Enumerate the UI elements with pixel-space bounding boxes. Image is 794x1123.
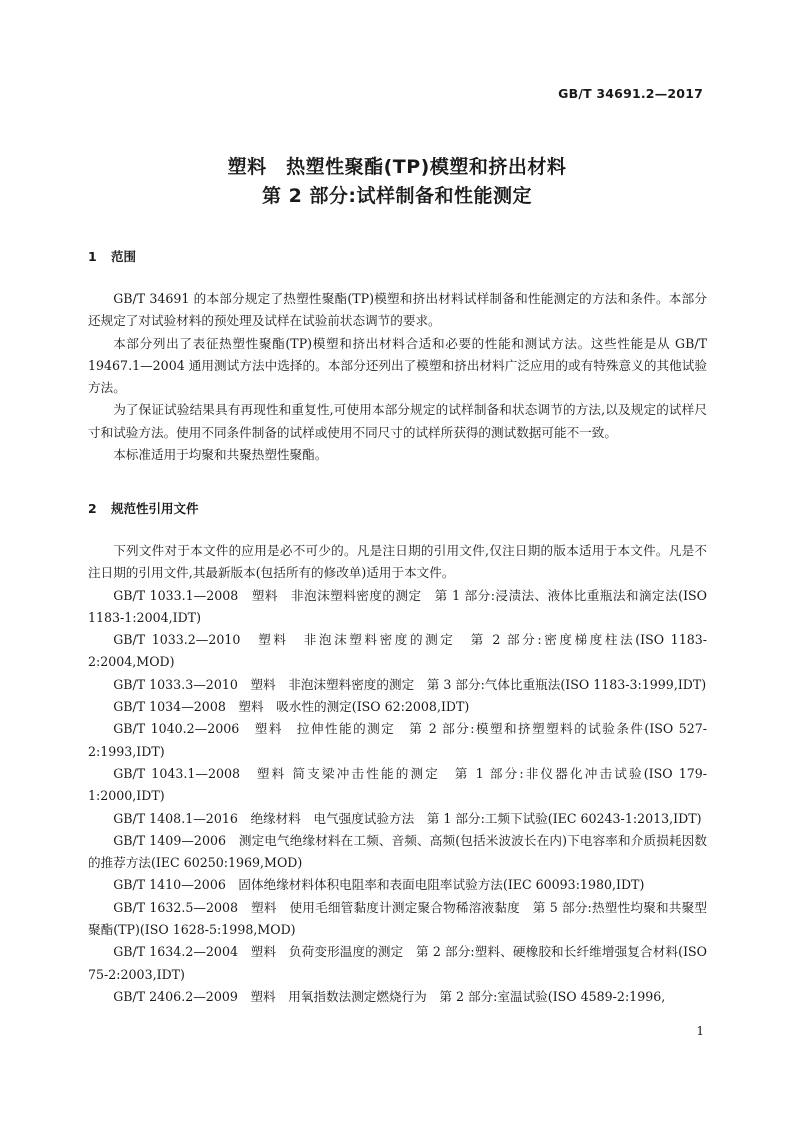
reference-entry: GB/T 1409—2006 测定电气绝缘材料在工频、音频、高频(包括米波波长在内)下电容率和介质损耗因数的推荐方法(IEC 60250:1969,MOD) [88,832,707,871]
reference-entry: GB/T 2406.2—2009 塑料 用氧指数法测定燃烧行为 第 2 部分:室温试验(ISO 4589-2:1996, [113,988,666,1004]
page-number: 1 [696,1024,704,1038]
paragraph: GB/T 34691 的本部分规定了热塑性聚酯(TP)模塑和挤出材料试样制备和性能测定的方法和条件。本部分还规定了对试验材料的预处理及试样在试验前状态调节的要求。 [88,291,707,329]
section-1-title: 范围 [111,249,137,264]
reference-entry: GB/T 1040.2—2006 塑料 拉伸性能的测定 第 2 部分:模塑和挤塑塑料的试验条件(ISO 527-2:1993,IDT) [88,721,707,759]
paragraph: 下列文件对于本文件的应用是必不可少的。凡是注日期的引用文件,仅注日期的版本适用于本文件。凡是不注日期的引用文件,其最新版本(包括所有的修改单)适用于本文件。 [88,543,707,581]
paragraph: 本部分列出了表征热塑性聚酯(TP)模塑和挤出材料合适和必要的性能和测试方法。这些性能是从 GB/T 19467.1—2004 通用测试方法中选择的。本部分还列出了模塑和挤出材料广泛应用的或有特殊意义的其他试验方法。 [88,335,707,396]
section-1-heading [88,247,136,265]
standard-number: GB/T 34691.2—2017 [558,86,703,101]
section-1-number: 1 [88,249,97,264]
section-2-title: 规范性引用文件 [111,501,199,516]
reference-entry: GB/T 1033.1—2008 塑料 非泡沫塑料密度的测定 第 1 部分:浸渍法、液体比重瓶法和滴定法(ISO 1183-1:2004,IDT) [88,587,707,625]
reference-entry: GB/T 1632.5—2008 塑料 使用毛细管黏度计测定聚合物稀溶液黏度 第 5 部分:热塑性均聚和共聚型聚酯(TP)(ISO 1628-5:1998,MOD) [88,899,707,938]
reference-entry: GB/T 1408.1—2016 绝缘材料 电气强度试验方法 第 1 部分:工频下试验(IEC 60243-1:2013,IDT) [113,810,702,826]
section-1-body [88,288,707,466]
document-title-line1: 塑料 热塑性聚酯(TP)模塑和挤出材料 [227,156,567,178]
reference-entry: GB/T 1410—2006 固体绝缘材料体积电阻率和表面电阻率试验方法(IEC 60093:1980,IDT) [113,877,645,893]
section-2-number: 2 [88,501,97,516]
reference-entry: GB/T 1043.1—2008 塑料 简支梁冲击性能的测定 第 1 部分:非仪器化冲击试验(ISO 179-1:2000,IDT) [88,765,707,804]
section-2-heading [88,499,199,517]
reference-entry: GB/T 1033.2—2010 塑料 非泡沫塑料密度的测定 第 2 部分:密度梯度柱法(ISO 1183-2:2004,MOD) [88,632,707,670]
document-title-line2: 第 2 部分:试样制备和性能测定 [261,185,533,207]
section-2-body [88,540,707,1008]
paragraph: 本标准适用于均聚和共聚热塑性聚酯。 [113,447,328,463]
paragraph: 为了保证试验结果具有再现性和重复性,可使用本部分规定的试样制备和状态调节的方法,以及规定的试样尺寸和试验方法。使用不同条件制备的试样或使用不同尺寸的试样所获得的测试数据可能不一致。 [88,402,707,440]
reference-entry: GB/T 1634.2—2004 塑料 负荷变形温度的测定 第 2 部分:塑料、硬橡胶和长纤维增强复合材料(ISO 75-2:2003,IDT) [88,944,707,982]
reference-entry: GB/T 1034—2008 塑料 吸水性的测定(ISO 62:2008,IDT) [113,699,470,715]
reference-entry: GB/T 1033.3—2010 塑料 非泡沫塑料密度的测定 第 3 部分:气体比重瓶法(ISO 1183-3:1999,IDT) [113,676,707,692]
